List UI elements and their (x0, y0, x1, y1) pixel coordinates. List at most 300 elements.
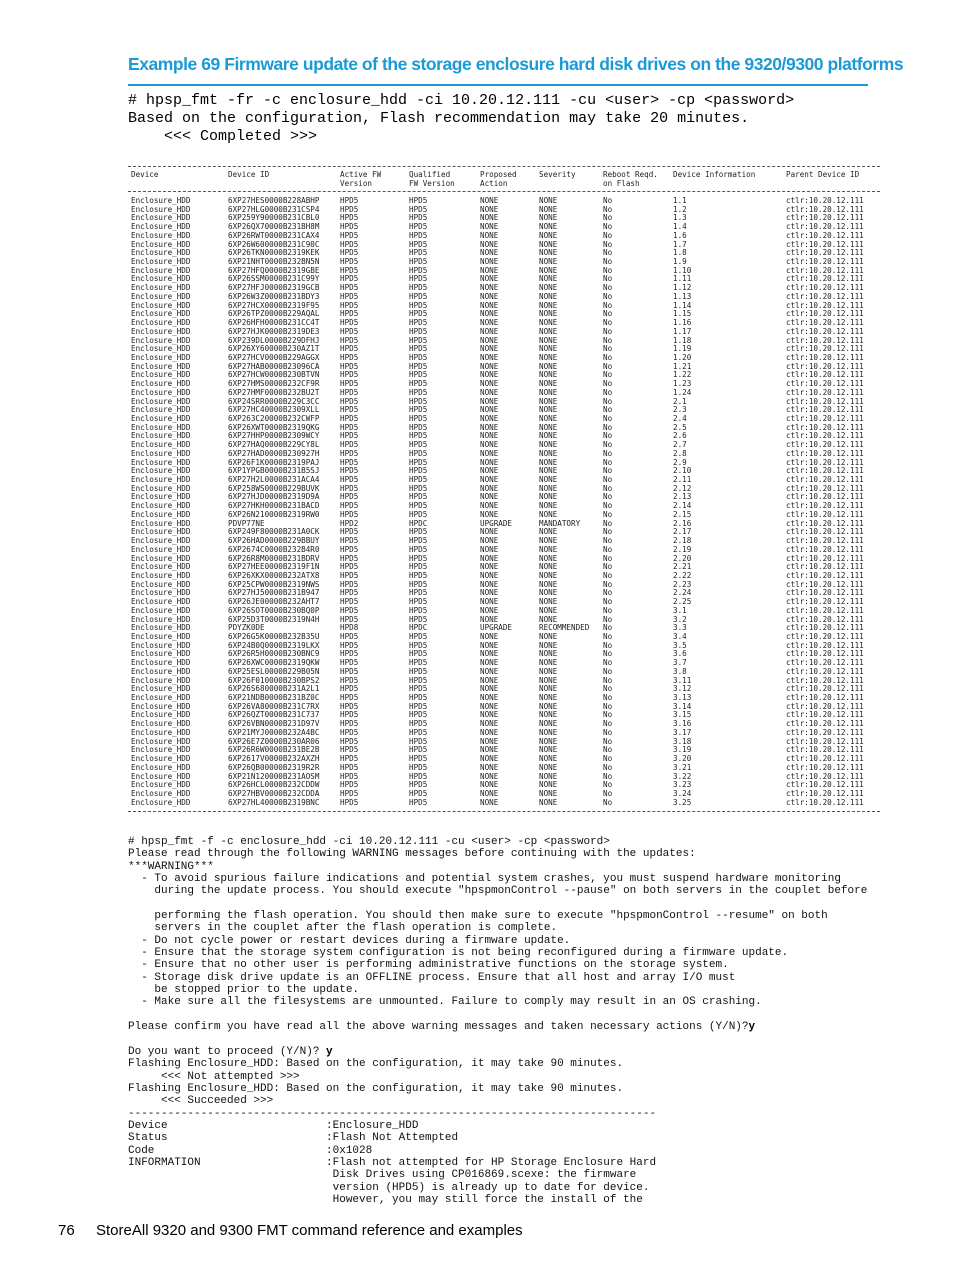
command-line: Based on the configuration, Flash recommendation may take 20 minutes. (128, 110, 750, 127)
table-cell-qualified-fw: HPD5 (409, 509, 428, 519)
table-cell-qualified-fw: HPD5 (409, 632, 428, 641)
table-cell-device: Enclosure_HDD (131, 483, 191, 493)
table-cell-device: Enclosure_HDD (131, 727, 191, 737)
table-cell-device-information: 3.25 (673, 797, 692, 807)
table-cell-device-information: 1.8 (673, 248, 687, 258)
table-cell-device: Enclosure_HDD (131, 623, 191, 633)
table-cell-device-id: 6XP27H2L0000B231ACA4 (228, 475, 320, 485)
table-cell-active-fw: HPD5 (340, 422, 359, 432)
table-cell-device-id: 6XP25ESL0000B229B05N (228, 666, 320, 676)
table-cell-severity: NONE (539, 352, 558, 362)
table-cell-device-id: 6XP26QX70000B231BH8M (228, 222, 320, 232)
table-cell-severity: NONE (539, 361, 558, 371)
table-cell-reboot-reqd: No (603, 283, 613, 293)
output-line: # hpsp_fmt -f -c enclosure_hdd -ci 10.20.12.111 -cu <user> -cp <password> (128, 836, 610, 848)
table-cell-qualified-fw: HPD5 (409, 536, 428, 546)
table-cell-device-id: 6XP24B0Q0000B2319LKX (228, 640, 320, 650)
table-cell-proposed-action: NONE (480, 579, 499, 589)
table-cell-reboot-reqd: No (603, 553, 613, 563)
table-cell-parent-device-id: ctlr:10.20.12.111 (786, 483, 864, 493)
table-cell-active-fw: HPD5 (340, 291, 359, 301)
table-cell-proposed-action: NONE (480, 239, 499, 249)
table-cell-device-information: 3.14 (673, 701, 692, 711)
table-cell-severity: NONE (539, 693, 558, 703)
table-cell-device-information: 2.18 (673, 536, 692, 546)
table-cell-device-information: 2.11 (673, 475, 692, 485)
table-header-line: Device (131, 170, 159, 179)
table-cell-active-fw: HPD5 (340, 196, 359, 205)
table-cell-device-information: 2.22 (673, 570, 692, 580)
table-cell-device: Enclosure_HDD (131, 396, 191, 406)
table-cell-qualified-fw: HPD5 (409, 265, 428, 275)
table-cell-device: Enclosure_HDD (131, 309, 191, 319)
table-cell-qualified-fw: HPD5 (409, 257, 428, 267)
table-cell-device-information: 1.14 (673, 300, 692, 310)
table-cell-qualified-fw: HPD5 (409, 701, 428, 711)
table-cell-qualified-fw: HPD5 (409, 771, 428, 781)
table-cell-reboot-reqd: No (603, 727, 613, 737)
table-cell-severity: NONE (539, 780, 558, 790)
table-cell-reboot-reqd: No (603, 623, 613, 633)
table-cell-qualified-fw: HPD5 (409, 466, 428, 476)
table-cell-device: Enclosure_HDD (131, 518, 191, 528)
table-cell-active-fw: HPD5 (340, 684, 359, 694)
table-cell-reboot-reqd: No (603, 597, 613, 607)
table-cell-proposed-action: NONE (480, 570, 499, 580)
table-header-active-fw (340, 171, 381, 188)
table-cell-severity: NONE (539, 448, 558, 458)
table-cell-device: Enclosure_HDD (131, 666, 191, 676)
output-line: Please confirm you have read all the above warning messages and taken necessary actions (Y/N)? (128, 1021, 749, 1034)
table-cell-proposed-action: NONE (480, 248, 499, 258)
table-cell-active-fw: HPD5 (340, 579, 359, 589)
output-line: - Ensure that the storage system configuration is not being reconfigured during a firmware update. (128, 947, 789, 960)
table-cell-device-information: 1.20 (673, 352, 692, 362)
table-cell-device-id: 6XP2674C0000B232B4R0 (228, 544, 320, 554)
table-cell-parent-device-id: ctlr:10.20.12.111 (786, 405, 864, 415)
table-cell-reboot-reqd: No (603, 675, 613, 685)
table-cell-reboot-reqd: No (603, 457, 613, 467)
table-cell-severity: NONE (539, 675, 558, 685)
table-cell-device: Enclosure_HDD (131, 230, 191, 240)
table-cell-proposed-action: NONE (480, 318, 499, 328)
table-cell-device-information: 2.5 (673, 422, 687, 432)
table-cell-active-fw: HPD5 (340, 780, 359, 790)
table-cell-reboot-reqd: No (603, 344, 613, 354)
table-cell-device: Enclosure_HDD (131, 597, 191, 607)
table-cell-reboot-reqd: No (603, 387, 613, 397)
table-cell-severity: NONE (539, 387, 558, 397)
command-block (128, 92, 794, 146)
table-cell-device-information: 3.20 (673, 754, 692, 764)
table-header-line: on Flash (603, 178, 640, 188)
device-table (128, 163, 880, 815)
table-cell-device-id: 6XP27HFQ0000B2319GBE (228, 265, 320, 275)
table-cell-device-information: 2.10 (673, 466, 692, 476)
table-cell-parent-device-id: ctlr:10.20.12.111 (786, 283, 864, 293)
table-cell-severity: NONE (539, 283, 558, 293)
table-cell-device: Enclosure_HDD (131, 675, 191, 685)
table-cell-reboot-reqd: No (603, 370, 613, 380)
table-cell-proposed-action: NONE (480, 483, 499, 493)
table-cell-proposed-action: NONE (480, 335, 499, 345)
table-cell-qualified-fw: HPD5 (409, 344, 428, 354)
table-cell-device: Enclosure_HDD (131, 754, 191, 764)
output-line: be stopped prior to the update. (128, 984, 360, 997)
table-cell-severity: NONE (539, 204, 558, 214)
table-cell-proposed-action: UPGRADE (480, 518, 513, 528)
table-cell-device: Enclosure_HDD (131, 265, 191, 275)
table-cell-device-id: 6XP27HJD0000B2319D9A (228, 492, 320, 502)
table-cell-device-id: 6XP26F010000B230BPS2 (228, 675, 320, 685)
table-cell-proposed-action: NONE (480, 431, 499, 441)
table-cell-qualified-fw: HPD5 (409, 788, 428, 798)
table-header-rule (128, 191, 880, 192)
table-cell-qualified-fw: HPD5 (409, 527, 428, 537)
table-cell-reboot-reqd: No (603, 518, 613, 528)
table-cell-proposed-action: NONE (480, 457, 499, 467)
output-line: - Do not cycle power or restart devices during a firmware update. (128, 934, 571, 947)
table-cell-device: Enclosure_HDD (131, 457, 191, 467)
table-cell-device-id: 6XP26TKN0000B2319KEK (228, 248, 320, 258)
table-cell-device-information: 3.1 (673, 605, 687, 615)
table-cell-device-id: 6XP27HES0000B228ABHP (228, 196, 320, 205)
table-cell-qualified-fw: HPD5 (409, 562, 428, 572)
table-cell-active-fw: HPD5 (340, 370, 359, 380)
table-cell-reboot-reqd: No (603, 780, 613, 790)
table-cell-severity: NONE (539, 745, 558, 755)
table-cell-severity: NONE (539, 614, 558, 624)
table-row (128, 799, 880, 808)
table-cell-device: Enclosure_HDD (131, 719, 191, 729)
table-cell-device: Enclosure_HDD (131, 501, 191, 511)
table-cell-device-id: 6XP21MYJ0000B232A4BC (228, 727, 320, 737)
table-cell-proposed-action: NONE (480, 222, 499, 232)
table-cell-proposed-action: UPGRADE (480, 623, 513, 633)
table-cell-device-information: 3.19 (673, 745, 692, 755)
table-cell-severity: NONE (539, 727, 558, 737)
table-cell-device-id: 6XP26N210000B2319RW0 (228, 509, 320, 519)
table-cell-qualified-fw: HPD5 (409, 239, 428, 249)
output-line: INFORMATION :Flash not attempted for HP Storage Enclosure Hard (128, 1156, 657, 1169)
table-cell-device-id: 6XP26VA80000B231C7RX (228, 701, 320, 711)
table-cell-severity: NONE (539, 605, 558, 615)
table-cell-qualified-fw: HPD5 (409, 352, 428, 362)
table-cell-proposed-action: NONE (480, 361, 499, 371)
command-line: <<< Completed >>> (128, 128, 318, 145)
table-cell-active-fw: HPD2 (340, 518, 359, 528)
table-cell-parent-device-id: ctlr:10.20.12.111 (786, 248, 864, 258)
table-cell-active-fw: HPD5 (340, 745, 359, 755)
table-cell-severity: NONE (539, 440, 558, 450)
table-cell-proposed-action: NONE (480, 405, 499, 415)
table-cell-active-fw: HPD8 (340, 623, 359, 633)
example-heading: Example 69 Firmware update of the storage enclosure hard disk drives on the 9320/9300 platforms (128, 54, 904, 74)
table-cell-parent-device-id: ctlr:10.20.12.111 (786, 352, 864, 362)
table-cell-qualified-fw: HPD5 (409, 475, 428, 485)
table-cell-parent-device-id: ctlr:10.20.12.111 (786, 335, 864, 345)
table-cell-device-id: 6XP25D3T0000B2319N4H (228, 614, 320, 624)
table-cell-severity: NONE (539, 196, 558, 205)
table-cell-device-id: 6XP26W3Z0000B231BDY3 (228, 291, 320, 301)
table-cell-reboot-reqd: No (603, 318, 613, 328)
table-cell-active-fw: HPD5 (340, 597, 359, 607)
table-cell-qualified-fw: HPD5 (409, 570, 428, 580)
table-cell-reboot-reqd: No (603, 414, 613, 423)
table-cell-device: Enclosure_HDD (131, 710, 191, 720)
table-cell-severity: NONE (539, 570, 558, 580)
table-cell-proposed-action: NONE (480, 309, 499, 319)
table-cell-qualified-fw: HPD5 (409, 640, 428, 650)
table-cell-parent-device-id: ctlr:10.20.12.111 (786, 509, 864, 519)
table-cell-parent-device-id: ctlr:10.20.12.111 (786, 684, 864, 694)
table-cell-active-fw: HPD5 (340, 265, 359, 275)
table-cell-reboot-reqd: No (603, 771, 613, 781)
table-cell-active-fw: HPD5 (340, 536, 359, 546)
table-cell-qualified-fw: HPD5 (409, 666, 428, 676)
table-cell-reboot-reqd: No (603, 405, 613, 415)
table-header-line: Parent Device ID (786, 170, 860, 179)
table-cell-proposed-action: NONE (480, 257, 499, 267)
table-cell-parent-device-id: ctlr:10.20.12.111 (786, 527, 864, 537)
table-cell-active-fw: HPD5 (340, 344, 359, 354)
table-cell-parent-device-id: ctlr:10.20.12.111 (786, 370, 864, 380)
table-cell-proposed-action: NONE (480, 204, 499, 214)
table-cell-proposed-action: NONE (480, 754, 499, 764)
table-cell-device-information: 3.6 (673, 649, 687, 659)
table-cell-device-information: 2.20 (673, 553, 692, 563)
table-cell-reboot-reqd: No (603, 788, 613, 798)
table-cell-device: Enclosure_HDD (131, 283, 191, 293)
table-cell-device-id: 6XP26HCL0000B232CDDW (228, 780, 320, 790)
table-cell-reboot-reqd: No (603, 501, 613, 511)
table-cell-proposed-action: NONE (480, 509, 499, 519)
table-cell-reboot-reqd: No (603, 440, 613, 450)
table-cell-active-fw: HPD5 (340, 509, 359, 519)
table-cell-device: Enclosure_HDD (131, 361, 191, 371)
table-cell-device-information: 3.23 (673, 780, 692, 790)
table-header-proposed-action (480, 171, 517, 188)
table-cell-device: Enclosure_HDD (131, 222, 191, 232)
table-cell-severity: NONE (539, 771, 558, 781)
table-cell-device-id: 6XP258WS0000B229BUVK (228, 483, 320, 493)
table-cell-device: Enclosure_HDD (131, 475, 191, 485)
table-cell-proposed-action: NONE (480, 396, 499, 406)
table-cell-reboot-reqd: No (603, 719, 613, 729)
table-header-line: Active FW (340, 170, 382, 179)
table-cell-proposed-action: NONE (480, 352, 499, 362)
table-cell-proposed-action: NONE (480, 527, 499, 537)
output-line: Disk Drives using CP016869.scexe: the firmware (128, 1169, 637, 1182)
table-cell-device: Enclosure_HDD (131, 762, 191, 772)
table-cell-device-id: 6XP26R6W0000B231BE2B (228, 745, 320, 755)
table-cell-reboot-reqd: No (603, 649, 613, 659)
table-cell-device-id: 6XP249F80000B231A0CK (228, 527, 320, 537)
table-cell-device-id: 6XP27HCV0000B229AGGX (228, 352, 320, 362)
table-cell-reboot-reqd: No (603, 239, 613, 249)
table-cell-severity: NONE (539, 649, 558, 659)
table-cell-proposed-action: NONE (480, 553, 499, 563)
table-cell-device-id: 6XP26XWC0000B2319QKW (228, 658, 320, 668)
table-cell-device-id: 6XP259Y90000B231CBL0 (228, 213, 320, 223)
table-cell-device-id: 6XP27HJ50000B231B947 (228, 588, 320, 598)
table-cell-parent-device-id: ctlr:10.20.12.111 (786, 727, 864, 737)
table-cell-parent-device-id: ctlr:10.20.12.111 (786, 588, 864, 598)
table-cell-qualified-fw: HPD5 (409, 754, 428, 764)
table-cell-reboot-reqd: No (603, 605, 613, 615)
table-cell-parent-device-id: ctlr:10.20.12.111 (786, 257, 864, 267)
table-cell-device-id: 6XP26XY60000B230AZ1T (228, 344, 320, 354)
table-cell-severity: NONE (539, 736, 558, 746)
table-cell-active-fw: HPD5 (340, 248, 359, 258)
table-cell-parent-device-id: ctlr:10.20.12.111 (786, 623, 864, 633)
table-cell-device-information: 3.17 (673, 727, 692, 737)
table-cell-active-fw: HPD5 (340, 527, 359, 537)
table-cell-device-information: 2.19 (673, 544, 692, 554)
table-cell-device: Enclosure_HDD (131, 658, 191, 668)
table-cell-active-fw: HPD5 (340, 405, 359, 415)
table-cell-reboot-reqd: No (603, 352, 613, 362)
table-cell-device-information: 1.15 (673, 309, 692, 319)
table-cell-parent-device-id: ctlr:10.20.12.111 (786, 780, 864, 790)
table-cell-reboot-reqd: No (603, 614, 613, 624)
output-line: performing the flash operation. You should then make sure to execute "hpspmonControl --resume" on both (128, 910, 828, 923)
table-cell-proposed-action: NONE (480, 492, 499, 502)
table-cell-device-id: 6XP27HL40000B2319BNC (228, 797, 320, 807)
table-cell-active-fw: HPD5 (340, 788, 359, 798)
table-cell-proposed-action: NONE (480, 414, 499, 423)
table-cell-qualified-fw: HPD5 (409, 684, 428, 694)
table-cell-active-fw: HPD5 (340, 361, 359, 371)
table-cell-device-id: 6XP26F1K0000B2319PAJ (228, 457, 320, 467)
table-cell-device: Enclosure_HDD (131, 588, 191, 598)
table-cell-qualified-fw: HPD5 (409, 597, 428, 607)
fmt-output (128, 836, 867, 1206)
table-cell-parent-device-id: ctlr:10.20.12.111 (786, 771, 864, 781)
table-cell-proposed-action: NONE (480, 684, 499, 694)
table-cell-device-id: 6XP27HLG0000B231CSP4 (228, 204, 320, 214)
table-cell-device-id: 6XP21NHT0000B232BN5N (228, 257, 320, 267)
table-cell-parent-device-id: ctlr:10.20.12.111 (786, 387, 864, 397)
table-cell-qualified-fw: HPD5 (409, 544, 428, 554)
table-cell-parent-device-id: ctlr:10.20.12.111 (786, 719, 864, 729)
table-cell-qualified-fw: HPD5 (409, 414, 428, 423)
table-cell-device-information: 1.9 (673, 257, 687, 267)
table-cell-active-fw: HPD5 (340, 335, 359, 345)
table-cell-reboot-reqd: No (603, 588, 613, 598)
table-cell-active-fw: HPD5 (340, 387, 359, 397)
table-cell-device-information: 3.11 (673, 675, 692, 685)
table-cell-proposed-action: NONE (480, 475, 499, 485)
table-cell-reboot-reqd: No (603, 475, 613, 485)
table-cell-severity: NONE (539, 239, 558, 249)
table-cell-qualified-fw: HPD5 (409, 492, 428, 502)
table-cell-active-fw: HPD5 (340, 396, 359, 406)
table-cell-parent-device-id: ctlr:10.20.12.111 (786, 448, 864, 458)
table-cell-qualified-fw: HPD5 (409, 291, 428, 301)
table-cell-qualified-fw: HPDC (409, 623, 428, 633)
table-header-line: Device Information (673, 170, 756, 179)
table-cell-device: Enclosure_HDD (131, 492, 191, 502)
table-cell-reboot-reqd: No (603, 204, 613, 214)
table-header-device-information (673, 171, 755, 180)
table-cell-parent-device-id: ctlr:10.20.12.111 (786, 666, 864, 676)
table-cell-proposed-action: NONE (480, 675, 499, 685)
table-cell-proposed-action: NONE (480, 562, 499, 572)
page-number: 76 (58, 1222, 75, 1239)
table-cell-severity: NONE (539, 719, 558, 729)
table-cell-proposed-action: NONE (480, 797, 499, 807)
table-cell-device-id: 6XP27HMS0000B232CF9R (228, 379, 320, 389)
table-cell-proposed-action: NONE (480, 544, 499, 554)
table-cell-proposed-action: NONE (480, 736, 499, 746)
table-cell-device-id: 6XP26QZT0000B231C737 (228, 710, 320, 720)
table-cell-reboot-reqd: No (603, 762, 613, 772)
table-cell-severity: NONE (539, 658, 558, 668)
table-cell-device-id: 6XP27HEE0000B2319F1N (228, 562, 320, 572)
table-cell-device-information: 2.1 (673, 396, 687, 406)
table-cell-severity: NONE (539, 291, 558, 301)
table-cell-device-id: 6XP263C20000B232CWFP (228, 414, 320, 423)
output-line: <<< Succeeded >>> (128, 1095, 274, 1108)
table-cell-device: Enclosure_HDD (131, 553, 191, 563)
table-cell-parent-device-id: ctlr:10.20.12.111 (786, 440, 864, 450)
table-header-parent-device-id (786, 171, 859, 180)
table-cell-severity: NONE (539, 422, 558, 432)
table-cell-severity: NONE (539, 579, 558, 589)
output-line: - Ensure that no other user is performing administrative functions on the storage system. (128, 959, 729, 972)
table-cell-device-information: 1.18 (673, 335, 692, 345)
table-cell-qualified-fw: HPD5 (409, 309, 428, 319)
table-cell-device-information: 3.15 (673, 710, 692, 720)
table-cell-device: Enclosure_HDD (131, 797, 191, 807)
table-cell-parent-device-id: ctlr:10.20.12.111 (786, 597, 864, 607)
table-cell-qualified-fw: HPD5 (409, 379, 428, 389)
table-cell-parent-device-id: ctlr:10.20.12.111 (786, 422, 864, 432)
table-cell-severity: NONE (539, 405, 558, 415)
table-cell-device: Enclosure_HDD (131, 248, 191, 258)
table-cell-device-id: 6XP27HCX0000B2319F95 (228, 300, 320, 310)
table-cell-device: Enclosure_HDD (131, 466, 191, 476)
table-cell-qualified-fw: HPD5 (409, 204, 428, 214)
table-cell-device-id: 6XP21N120000B231AOSM (228, 771, 320, 781)
table-cell-device-id: 6XP26TPZ0000B229AQAL (228, 309, 320, 319)
table-cell-proposed-action: NONE (480, 710, 499, 720)
output-line: Flashing Enclosure_HDD: Based on the configuration, it may take 90 minutes. (128, 1082, 624, 1095)
table-cell-device: Enclosure_HDD (131, 300, 191, 310)
table-cell-parent-device-id: ctlr:10.20.12.111 (786, 745, 864, 755)
table-cell-device-information: 2.6 (673, 431, 687, 441)
table-cell-severity: NONE (539, 379, 558, 389)
table-cell-reboot-reqd: No (603, 544, 613, 554)
table-cell-qualified-fw: HPD5 (409, 318, 428, 328)
table-cell-reboot-reqd: No (603, 483, 613, 493)
table-cell-reboot-reqd: No (603, 570, 613, 580)
table-cell-device: Enclosure_HDD (131, 204, 191, 214)
table-cell-parent-device-id: ctlr:10.20.12.111 (786, 754, 864, 764)
table-cell-active-fw: HPD5 (340, 640, 359, 650)
table-cell-device-information: 2.23 (673, 579, 692, 589)
table-cell-device-information: 2.24 (673, 588, 692, 598)
table-cell-active-fw: HPD5 (340, 448, 359, 458)
table-cell-severity: NONE (539, 370, 558, 380)
table-cell-parent-device-id: ctlr:10.20.12.111 (786, 675, 864, 685)
table-cell-device: Enclosure_HDD (131, 335, 191, 345)
table-cell-severity: NONE (539, 640, 558, 650)
table-cell-device-information: 2.25 (673, 597, 692, 607)
table-cell-proposed-action: NONE (480, 291, 499, 301)
output-line: Flashing Enclosure_HDD: Based on the configuration, it may take 90 minutes. (128, 1058, 624, 1071)
